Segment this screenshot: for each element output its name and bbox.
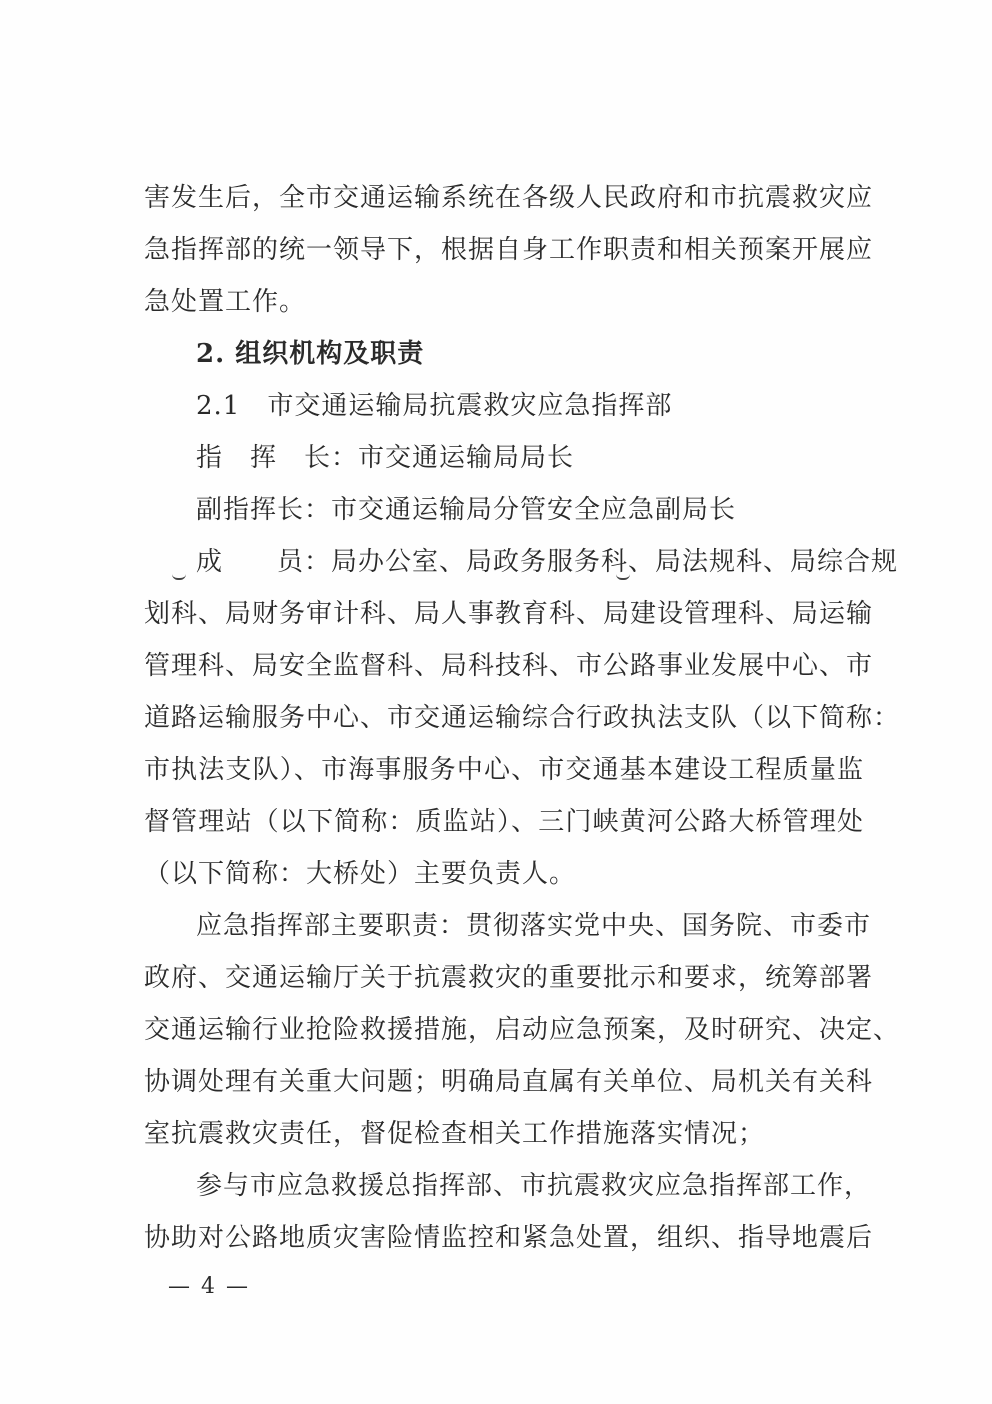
members-line: 市执法支队）、市海事服务中心、市交通基本建设工程质量监 [144,755,864,785]
members-line: 督管理站（以下简称：质监站）、三门峡黄河公路大桥管理处 [144,807,864,837]
participation-line: 参与市应急救援总指挥部、市抗震救灾应急指挥部工作， [196,1171,872,1201]
body-line: 害发生后，全市交通运输系统在各级人民政府和市抗震救灾应 [144,183,874,213]
members-line: 成 员：局办公室、局政务服务科、局法规科、局综合规 [196,547,899,577]
section-heading: 2. 组织机构及职责 [196,339,425,369]
duties-line: 协调处理有关重大问题；明确局直属有关单位、局机关有关科 [144,1067,874,1097]
members-line: 管理科、局安全监督科、局科技科、市公路事业发展中心、市 [144,651,874,681]
duties-line: 室抗震救灾责任，督促检查相关工作措施落实情况； [144,1119,766,1149]
duties-line: 应急指挥部主要职责：贯彻落实党中央、国务院、市委市 [196,911,872,941]
body-line: 急指挥部的统一领导下，根据自身工作职责和相关预案开展应 [144,235,874,265]
members-line: 道路运输服务中心、市交通运输综合行政执法支队（以下简称： [144,703,901,733]
deputy-commander-line: 副指挥长：市交通运输局分管安全应急副局长 [196,495,737,525]
page-number: — 4 — [168,1274,250,1299]
duties-line: 交通运输行业抢险救援措施，启动应急预案，及时研究、决定、 [144,1015,901,1045]
members-line: （以下简称：大桥处）主要负责人。 [144,859,577,889]
handwritten-mark [172,574,186,580]
participation-line: 协助对公路地质灾害险情监控和紧急处置，组织、指导地震后 [144,1223,874,1253]
commander-line: 指 挥 长：市交通运输局局长 [196,443,575,473]
duties-line: 政府、交通运输厅关于抗震救灾的重要批示和要求，统筹部署 [144,963,874,993]
members-line: 划科、局财务审计科、局人事教育科、局建设管理科、局运输 [144,599,874,629]
subsection-heading: 2.1 市交通运输局抗震救灾应急指挥部 [196,391,673,421]
body-line: 急处置工作。 [144,287,307,317]
